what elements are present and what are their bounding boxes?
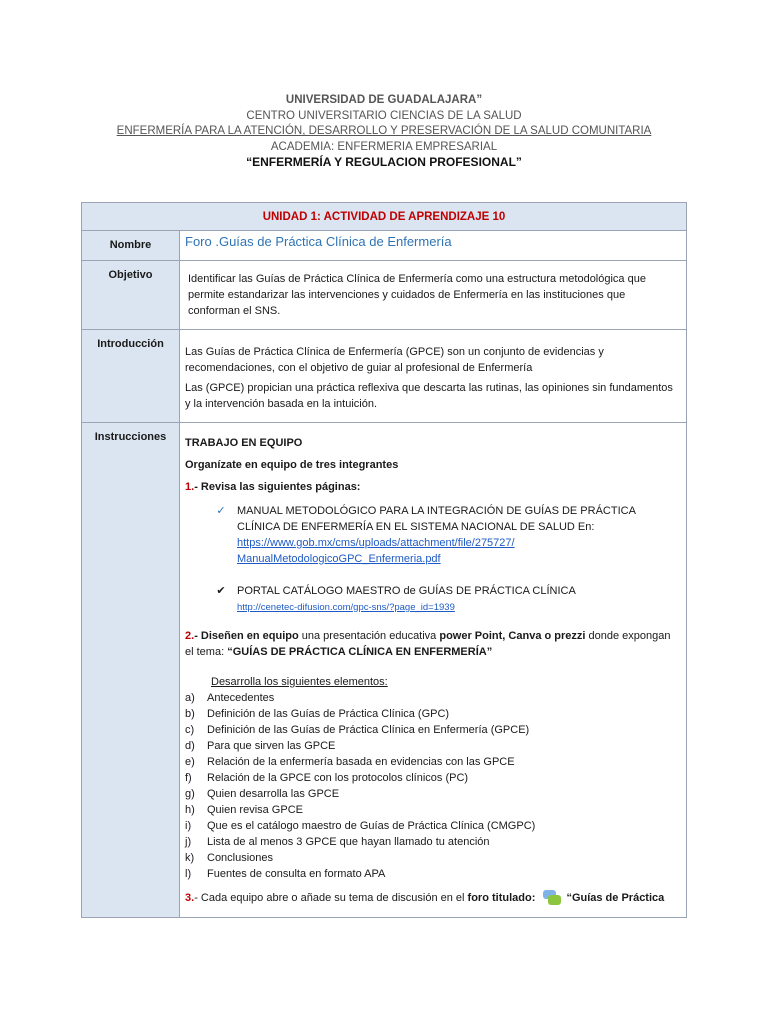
list-item (185, 706, 680, 722)
list-item (185, 786, 680, 802)
intro-paragraph-2: Las (GPCE) propician una práctica reflexiva que descarta las rutinas, las opiniones sin fundamentos y la intervención basada en la intuición. (185, 382, 673, 410)
resource-1-link[interactable] (237, 537, 515, 565)
list-item-text: Antecedentes (207, 692, 275, 704)
organize-text: Organízate en equipo de tres integrantes (185, 459, 399, 471)
resource-1 (185, 503, 680, 567)
list-item-marker: k) (185, 852, 195, 864)
list-item-marker: g) (185, 788, 195, 800)
list-item-text: Que es el catálogo maestro de Guías de Práctica Clínica (CMGPC) (207, 820, 536, 832)
step-1-text: - Revisa las siguientes páginas: (194, 481, 361, 493)
step-1-number: 1. (185, 481, 195, 493)
list-item (185, 834, 680, 850)
instructions-cell (180, 423, 687, 918)
list-item-marker: b) (185, 708, 195, 720)
checkmark-icon: ✔ (216, 585, 226, 597)
list-item (185, 722, 680, 738)
list-item-marker: e) (185, 756, 195, 768)
list-item-marker: a) (185, 692, 195, 704)
academy-name: ACADEMIA: ENFERMERIA EMPRESARIAL (270, 140, 498, 153)
resource-1-link-line-1: https://www.gob.mx/cms/uploads/attachment/file/275727/ (237, 537, 515, 549)
resource-2-link[interactable]: http://cenetec-difusion.com/gpc-sns/?page_id=1939 (237, 602, 455, 613)
checkmark-icon: ✓ (216, 505, 226, 517)
resource-1-link-line-2: ManualMetodologicoGPC_Enfermeria.pdf (237, 553, 441, 565)
label-objetivo: Objetivo (82, 261, 180, 330)
list-item (185, 690, 680, 706)
list-item-text: Definición de las Guías de Práctica Clínica (GPC) (207, 708, 450, 720)
list-item (185, 754, 680, 770)
list-item-marker: d) (185, 740, 195, 752)
resource-2 (185, 583, 680, 616)
list-item-text: Para que sirven las GPCE (207, 740, 336, 752)
intro-paragraph-1: Las Guías de Práctica Clínica de Enfermería (GPCE) son un conjunto de evidencias y recomendaciones, con el objetivo de guiar al profesional de Enfermería (185, 346, 604, 374)
list-item (185, 770, 680, 786)
label-introduccion: Introducción (82, 330, 180, 423)
elements-heading: Desarrolla los siguientes elementos: (211, 676, 388, 688)
unit-title: UNIDAD 1: ACTIVIDAD DE APRENDIZAJE 10 (82, 203, 687, 231)
list-item-text: Relación de la enfermería basada en evidencias con las GPCE (207, 756, 515, 768)
team-work-heading: TRABAJO EN EQUIPO (185, 437, 303, 449)
list-item-marker: i) (185, 820, 192, 832)
center-name: CENTRO UNIVERSITARIO CIENCIAS DE LA SALUD (246, 109, 522, 122)
list-item-marker: h) (185, 804, 195, 816)
step-2: 2.- Diseñen en equipo una presentación educativa power Point, Canva o prezzi donde expongan el tema: “GUÍAS DE PRÁCTICA CLÍNICA EN ENFERMERÍA” (185, 630, 671, 658)
list-item-text: Conclusiones (207, 852, 274, 864)
step-1 (185, 479, 680, 495)
resource-1-text: MANUAL METODOLÓGICO PARA LA INTEGRACIÓN DE GUÍAS DE PRÁCTICA CLÍNICA DE ENFERMERÍA EN EL SISTEMA NACIONAL DE SALUD En: (237, 505, 636, 533)
program-name: ENFERMERÍA PARA LA ATENCIÓN, DESARROLLO Y PRESERVACIÓN DE LA SALUD COMUNITARIA (116, 125, 652, 137)
step-3-number: 3. (185, 892, 195, 904)
list-item-marker: j) (185, 836, 192, 848)
chat-bubbles-icon (542, 889, 562, 907)
list-item-marker: f) (185, 772, 192, 784)
activity-name: Foro .Guías de Práctica Clínica de Enfermería (185, 234, 452, 249)
list-item-text: Lista de al menos 3 GPCE que hayan llamado tu atención (207, 836, 490, 848)
list-item (185, 850, 680, 866)
list-item (185, 738, 680, 754)
step-2-number: 2. (185, 630, 195, 642)
list-item-marker: l) (185, 868, 192, 880)
list-item (185, 866, 680, 882)
list-item (185, 802, 680, 818)
list-item (185, 818, 680, 834)
document-header (0, 93, 768, 171)
university-name: UNIVERSIDAD DE GUADALAJARA” (285, 94, 483, 106)
list-item-marker: c) (185, 724, 195, 736)
objective-text: Identificar las Guías de Práctica Clínica de Enfermería como una estructura metodológica que permite estandarizar las intervenciones y cuidados de Enfermería en las instituciones que conforman el SNS. (188, 273, 646, 317)
list-item-text: Definición de las Guías de Práctica Clínica en Enfermería (GPCE) (207, 724, 530, 736)
elements-list (185, 690, 680, 882)
list-item-text: Quien desarrolla las GPCE (207, 788, 340, 800)
activity-table (81, 202, 687, 918)
label-instrucciones: Instrucciones (82, 423, 180, 918)
list-item-text: Relación de la GPCE con los protocolos clínicos (PC) (207, 772, 469, 784)
course-title: “ENFERMERÍA Y REGULACION PROFESIONAL” (246, 155, 522, 169)
list-item-text: Quien revisa GPCE (207, 804, 303, 816)
list-item-text: Fuentes de consulta en formato APA (207, 868, 386, 880)
step-3: 3.- Cada equipo abre o añade su tema de discusión en el foro titulado: “Guías de Práctica (185, 888, 680, 908)
label-nombre: Nombre (82, 231, 180, 261)
resource-2-text: PORTAL CATÁLOGO MAESTRO de GUÍAS DE PRÁCTICA CLÍNICA (237, 585, 576, 597)
